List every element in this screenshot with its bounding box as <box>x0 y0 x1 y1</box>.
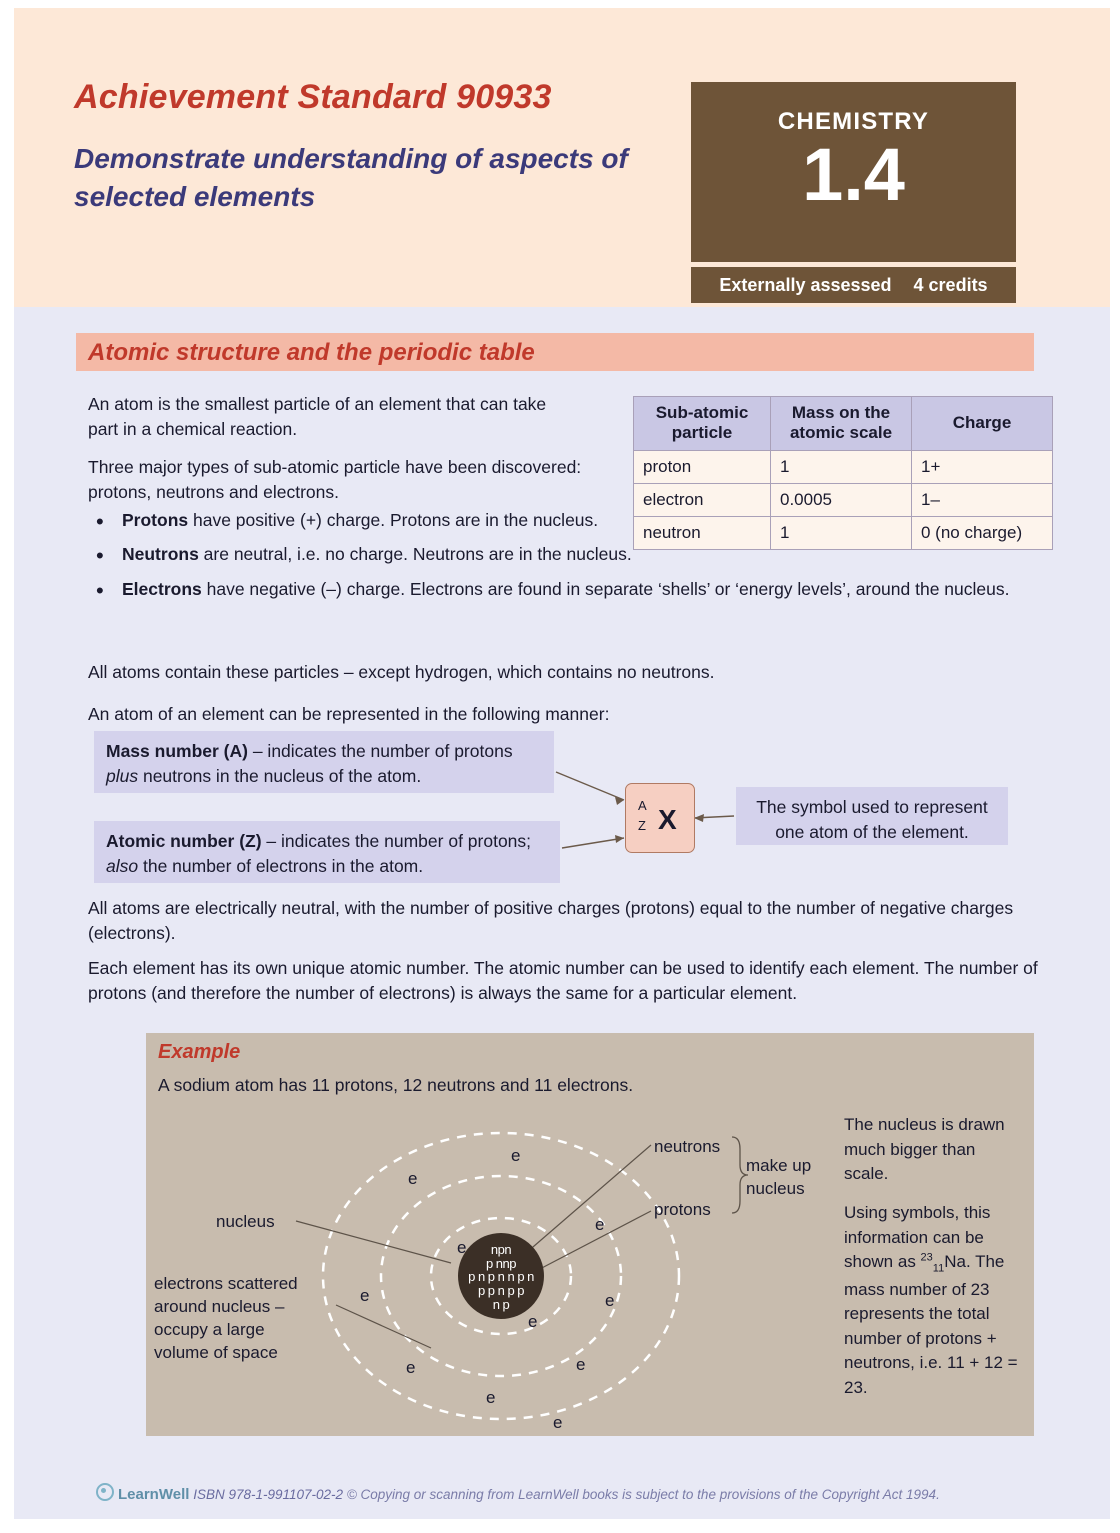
bullet-term-electrons: Electrons <box>122 578 202 599</box>
scattered-line-1: electrons scattered <box>154 1274 298 1293</box>
subject-label: CHEMISTRY <box>777 108 930 135</box>
table-header-particle <box>634 397 771 451</box>
note-element-symbol: Na <box>944 1252 966 1272</box>
symbol-atomic-number-label: Z <box>638 818 646 834</box>
callout-atomic-term: Atomic number (Z) <box>106 831 262 851</box>
learnwell-logo-icon <box>96 1483 114 1501</box>
scattered-line-3: occupy a large <box>154 1319 265 1339</box>
paragraph-neutrality: All atoms are electrically neutral, with the number of positive charges (protons) equal to the number of negative charges (electrons). <box>88 898 1014 944</box>
callout-mass-number <box>94 731 554 793</box>
electron-marker: e <box>576 1355 586 1374</box>
page-margin-right <box>1110 0 1120 1533</box>
symbol-x-label: X <box>658 804 677 835</box>
label-make-up-nucleus <box>746 1155 811 1201</box>
header-line-2: particle <box>671 423 733 443</box>
cell-particle: electron <box>634 483 771 516</box>
callout-atomic-emph: also <box>106 855 139 876</box>
bullet-text-neutrons: are neutral, i.e. no charge. Neutrons are in the nucleus. <box>198 544 632 565</box>
bullet-term-protons: Protons <box>122 510 189 530</box>
note-symbols-part2: . The mass number of 23 represents the total number of protons + neutrons, i.e. 11 + 12 = 23. <box>844 1252 1018 1398</box>
label-electrons-scattered <box>154 1273 334 1365</box>
table-header-charge <box>912 397 1053 451</box>
paragraph-subatomic-types: Three major types of sub-atomic particle have been discovered: protons, neutrons and electrons. <box>88 457 582 503</box>
nucleus-ball <box>458 1233 544 1319</box>
subatomic-particle-table <box>633 396 1053 550</box>
copyright-text: © Copying or scanning from LearnWell books is subject to the provisions of the Copyright Act 1994. <box>346 1487 940 1502</box>
callout-atomic-number <box>94 821 560 883</box>
electron-marker: e <box>605 1291 615 1310</box>
table-header-mass <box>771 397 912 451</box>
atom-diagram-svg <box>146 1033 1034 1436</box>
scattered-line-2: around nucleus – <box>154 1296 285 1316</box>
example-lead-text: A sodium atom has 11 protons, 12 neutrons and 11 electrons. <box>158 1075 634 1095</box>
label-neutrons: neutrons <box>654 1137 721 1156</box>
section-heading-bar <box>76 333 1034 371</box>
element-symbol-diagram <box>625 783 695 853</box>
achievement-standard-subtitle: Demonstrate understanding of aspects of selected elements <box>74 143 628 212</box>
callout-mass-emph: plus <box>106 765 139 786</box>
page-margin-bottom <box>0 1519 1120 1533</box>
electron-marker: e <box>511 1146 521 1165</box>
subject-badge <box>691 82 1016 262</box>
electron-marker: e <box>528 1312 538 1331</box>
assessment-info-bar <box>691 267 1016 303</box>
bullet-term-neutrons: Neutrons <box>122 544 199 565</box>
nucleus-row-2: p nnp <box>485 1255 517 1271</box>
electron-marker: e <box>360 1286 370 1305</box>
nucleus-row-1: npn <box>490 1242 512 1257</box>
cell-particle: proton <box>634 450 771 483</box>
paragraph-atom-definition: An atom is the smallest particle of an element that can take part in a chemical reaction. <box>88 394 547 440</box>
make-up-line-1: make up <box>746 1156 812 1175</box>
achievement-standard-title: Achievement Standard 90933 <box>74 78 552 116</box>
table-row <box>634 483 1053 516</box>
header-line-1: Charge <box>952 413 1012 433</box>
cell-mass: 0.0005 <box>771 483 912 516</box>
credits-label: 4 credits <box>913 274 988 295</box>
header-line-1: Mass on the <box>791 403 891 422</box>
symbol-mass-number-label: A <box>638 798 647 813</box>
electron-marker: e <box>553 1413 563 1432</box>
paragraph-hydrogen-note: All atoms contain these particles – except hydrogen, which contains no neutrons. <box>88 662 715 682</box>
electron-marker: e <box>406 1358 416 1377</box>
nucleus-row-5: n p <box>492 1296 510 1312</box>
example-note-scale: The nucleus is drawn much bigger than scale. <box>844 1115 1005 1184</box>
brand-name: LearnWell <box>118 1486 190 1503</box>
table-row <box>634 450 1053 483</box>
symbol-az-labels <box>638 796 647 836</box>
callout-symbol-note: The symbol used to represent one atom of the element. <box>736 787 1008 845</box>
header-line-2: atomic scale <box>789 423 893 443</box>
callout-mass-text-2: neutrons in the nucleus of the atom. <box>138 765 422 786</box>
cell-charge: 0 (no charge) <box>912 516 1053 549</box>
cell-particle: neutron <box>634 516 771 549</box>
note-atomic-number: 11 <box>932 1262 945 1275</box>
cell-charge: 1+ <box>912 450 1053 483</box>
paragraph-representation-intro: An atom of an element can be represented in the following manner: <box>88 704 610 724</box>
note-symbols-part1: Using symbols, this information can be shown as <box>844 1202 991 1272</box>
assessment-type-label: Externally assessed <box>719 274 892 295</box>
bullet-text-protons: have positive (+) charge. Protons are in the nucleus. <box>188 510 599 530</box>
nucleus-particles <box>458 1243 544 1311</box>
electron-marker: e <box>595 1215 605 1234</box>
section-heading-text: Atomic structure and the periodic table <box>88 339 535 366</box>
nucleus-row-3: p n p n n p n <box>468 1269 534 1285</box>
page-margin-left <box>0 0 14 1533</box>
page-margin-top <box>0 0 1120 8</box>
table-row <box>634 516 1053 549</box>
callout-mass-term: Mass number (A) <box>106 741 248 761</box>
nucleus-row-4: p p n p p <box>477 1282 525 1298</box>
atom-diagram <box>146 1033 1034 1436</box>
isbn-text: ISBN 978-1-991107-02-2 <box>193 1487 344 1502</box>
electron-marker: e <box>486 1388 496 1407</box>
list-item <box>88 577 1033 602</box>
callout-atomic-text-2: the number of electrons in the atom. <box>138 855 424 876</box>
callout-mass-text-1: – indicates the number of protons <box>247 741 513 761</box>
scattered-line-4: volume of space <box>154 1342 278 1362</box>
example-title: Example <box>158 1041 241 1063</box>
electron-marker: e <box>408 1169 418 1188</box>
label-protons: protons <box>654 1200 711 1219</box>
note-mass-number: 23 <box>920 1251 933 1264</box>
cell-charge: 1– <box>912 483 1053 516</box>
make-up-line-2: nucleus <box>746 1178 805 1198</box>
paragraph-unique-atomic-number: Each element has its own unique atomic number. The atomic number can be used to identify each element. The number of protons (and therefore the number of electrons) is always the same for a particular element. <box>88 958 1038 1004</box>
callout-atomic-text-1: – indicates the number of protons; <box>261 831 532 851</box>
cell-mass: 1 <box>771 516 912 549</box>
label-nucleus: nucleus <box>216 1212 275 1231</box>
table-header-row <box>634 397 1053 451</box>
header-line-1: Sub-atomic <box>655 403 749 422</box>
cell-mass: 1 <box>771 450 912 483</box>
page-footer <box>96 1483 1046 1503</box>
bullet-text-electrons: have negative (–) charge. Electrons are found in separate ‘shells’ or ‘energy levels’, around the nucleus. <box>201 578 1010 599</box>
electron-marker: e <box>457 1238 467 1257</box>
standard-number: 1.4 <box>802 133 905 216</box>
